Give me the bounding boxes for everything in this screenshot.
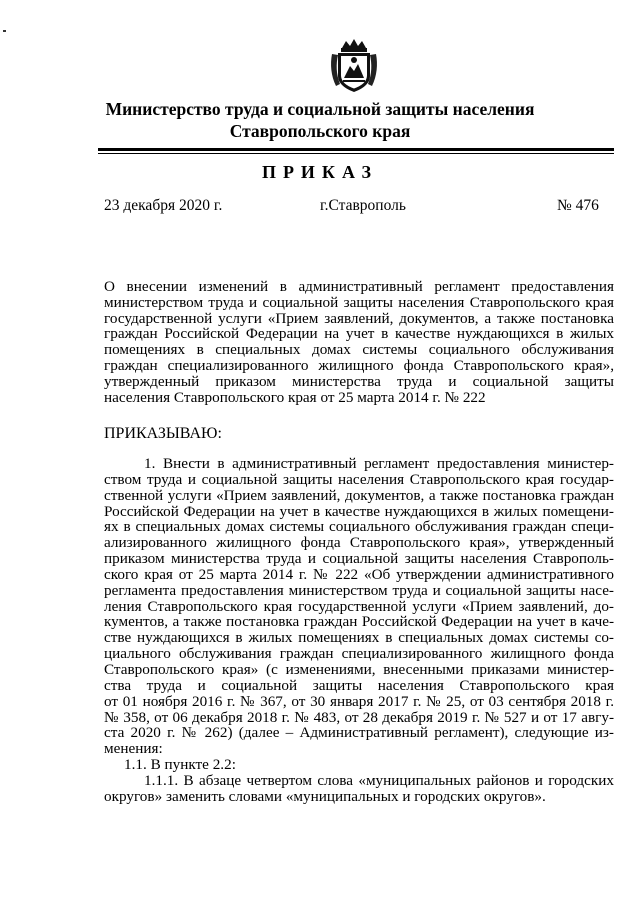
subject-line: О внесении изменений в административный регламент предоставления: [104, 278, 614, 295]
order-date: 23 декабря 2020 г.: [104, 197, 223, 214]
body-line: ского края от 25 марта 2014 г. № 222 «Об утверждении административного: [104, 565, 614, 583]
body-line: кументов, а также постановка граждан Российской Федерации на учет в каче-: [104, 613, 614, 631]
body-line: ством труда и социальной защиты населения Ставропольского края государ-: [104, 470, 614, 488]
body-line: менения:: [104, 740, 163, 758]
subject-line: утвержденный приказом министерства труда и социальной защиты: [104, 372, 614, 390]
ministry-name-line1: Министерство труда и социальной защиты населения: [105, 99, 535, 119]
header-rule-thick: [98, 148, 614, 151]
order-city: г.Ставрополь: [320, 197, 406, 214]
ministry-name: [0, 98, 640, 142]
subject-line: граждан Российской Федерации на учет в качестве нуждающихся в жилых: [104, 325, 614, 343]
body-line: регламента предоставления министерством труда и социальной защиты насе-: [104, 581, 614, 599]
order-body: [104, 456, 614, 805]
subject-line: государственной услуги «Прием заявлений, документов, а также постановка: [104, 309, 614, 327]
body-line: ях в специальных домах системы социального обслуживания граждан специ-: [104, 518, 614, 536]
subject-line: населения Ставропольского края от 25 марта 2014 г. № 222: [104, 388, 486, 406]
subject-line: граждан специализированного жилищного фонда Ставропольского края»,: [104, 356, 614, 374]
body-line: Ставропольского края» (с изменениями, внесенными приказами министер-: [104, 660, 614, 678]
body-line: ста 2020 г. № 262) (далее – Административный регламент), следующие из-: [104, 724, 614, 742]
body-line: округов» заменить словами «муниципальных и городских округов».: [104, 787, 546, 805]
order-title: ПРИКАЗ: [261, 162, 379, 182]
subject-line: министерством труда и социальной защиты населения Ставропольского края: [104, 293, 614, 311]
coat-of-arms-icon: [328, 38, 380, 94]
body-line: стве нуждающихся в жилых помещениях в специальных домах системы со-: [104, 629, 614, 647]
header-rule-thin: [98, 153, 614, 154]
body-line: № 358, от 06 декабря 2018 г. № 483, от 28 декабря 2019 г. № 527 и от 17 авгу-: [104, 708, 614, 726]
body-line: 1.1. В пункте 2.2:: [124, 756, 236, 774]
body-line: 1. Внести в административный регламент предоставления министер-: [144, 455, 614, 472]
decree-word: ПРИКАЗЫВАЮ:: [104, 425, 222, 442]
body-line: ства труда и социальной защиты населения Ставропольского края: [104, 676, 614, 694]
subject-line: помещениях в специальных домах системы социального обслуживания: [104, 341, 614, 359]
body-line: ственной услуги «Прием заявлений, документов, а также постановка граждан: [104, 486, 614, 504]
order-subject: [104, 279, 614, 405]
order-number: № 476: [557, 197, 599, 214]
body-line: ализированного жилищного фонда Ставропольского края», утвержденный: [104, 534, 614, 552]
scan-mark: [3, 30, 6, 32]
body-line: приказом министерства труда и социальной защиты населения Ставрополь-: [104, 550, 614, 568]
body-line: от 01 ноября 2016 г. № 367, от 30 января 2017 г. № 25, от 03 сентября 2018 г.: [104, 692, 614, 710]
body-line: 1.1.1. В абзаце четвертом слова «муниципальных районов и городских: [144, 771, 614, 789]
body-line: ления Ставропольского края государственной услуги «Прием заявлений, до-: [104, 597, 614, 615]
ministry-name-line2: Ставропольского края: [229, 121, 411, 141]
body-line: Российской Федерации на учет в качестве нуждающихся в жилых помещени-: [104, 502, 614, 520]
body-line: циального обслуживания граждан специализированного жилищного фонда: [104, 645, 614, 663]
